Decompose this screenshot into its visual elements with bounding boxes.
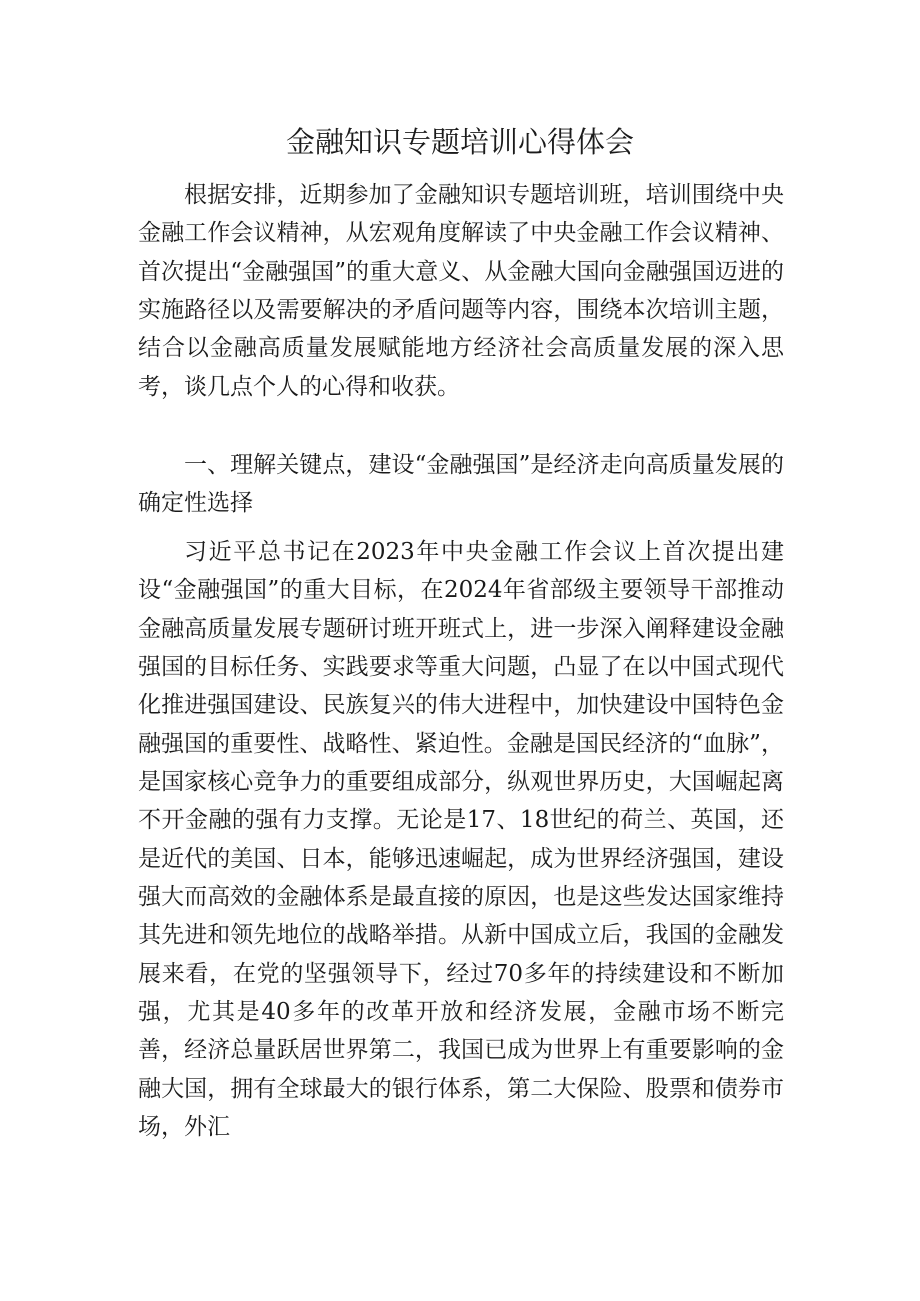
intro-paragraph: 根据安排，近期参加了金融知识专题培训班，培训围绕中央金融工作会议精神，从宏观角度解读了中央金融工作会议精神、首次提出“金融强国”的重大意义、从金融大国向金融强国迈进的实施路径以及需要解决的矛盾问题等内容，围绕本次培训主题，结合以金融高质量发展赋能地方经济社会高质量发展的深入思考，谈几点个人的心得和收获。 bbox=[138, 182, 784, 400]
document-title: 金融知识专题培训心得体会 bbox=[285, 125, 634, 159]
body-paragraph: 习近平总书记在2023年中央金融工作会议上首次提出建设“金融强国”的重大目标，在2024年省部级主要领导干部推动金融高质量发展专题研讨班开班式上，进一步深入阐释建设金融强国的目标任务、实践要求等重大问题，凸显了在以中国式现代化推进强国建设、民族复兴的伟大进程中，加快建设中国特色金融强国的重要性、战略性、紧迫性。金融是国民经济的“血脉”，是国家核心竞争力的重要组成部分，纵观世界历史，大国崛起离不开金融的强有力支撑。无论是17、18世纪的荷兰、英国，还是近代的美国、日本，能够迅速崛起，成为世界经济强国，建设强大而高效的金融体系是最直接的原因，也是这些发达国家维持其先进和领先地位的战略举措。从新中国成立后，我国的金融发展来看，在党的坚强领导下，经过70多年的持续建设和不断加强，尤其是40多年的改革开放和经济发展，金融市场不断完善，经济总量跃居世界第二，我国已成为世界上有重要影响的金融大国，拥有全球最大的银行体系，第二大保险、股票和债券市场，外汇 bbox=[138, 539, 784, 1141]
section-heading: 一、理解关键点，建设“金融强国”是经济走向高质量发展的确定性选择 bbox=[138, 452, 784, 517]
